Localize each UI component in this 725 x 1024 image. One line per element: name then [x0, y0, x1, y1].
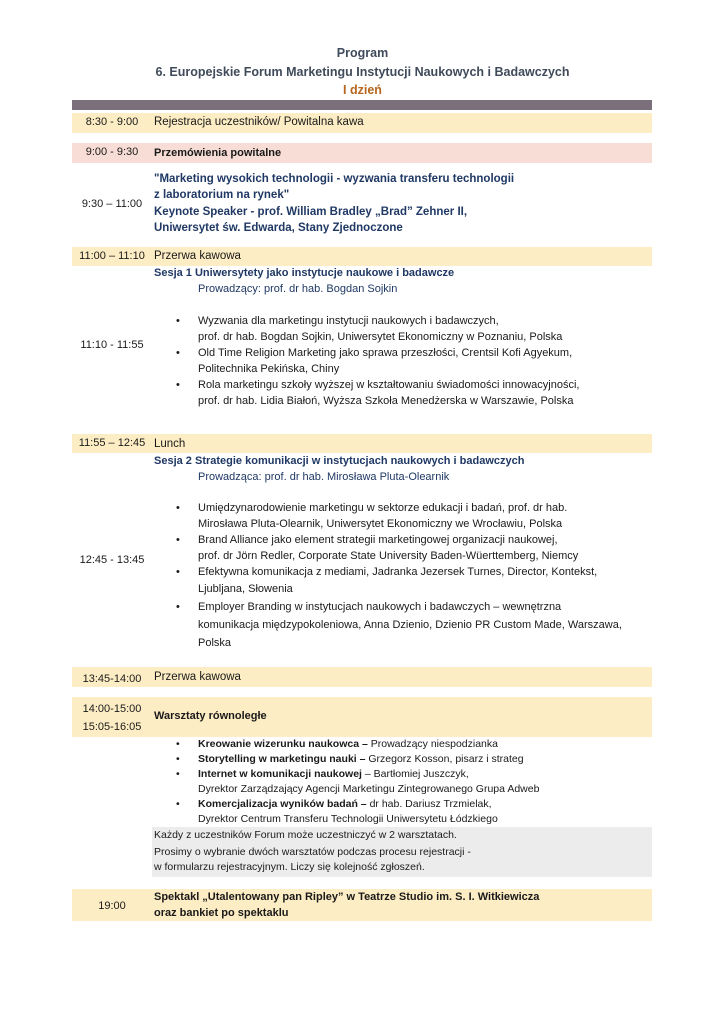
program-title: Program — [336, 46, 389, 60]
bullet-icon: • — [176, 315, 180, 327]
note-line: Każdy z uczestników Forum może uczestniczyć w 2 warsztatach. — [154, 829, 457, 841]
row-time: 11:55 – 12:45 — [78, 437, 146, 449]
list-item: prof. dr hab. Lidia Białoń, Wyższa Szkoła Menedżerska w Warszawie, Polska — [198, 395, 574, 407]
row-time: 14:00-15:00 — [82, 703, 142, 715]
bullet-icon: • — [176, 768, 180, 780]
note-line: w formularzu rejestracyjnym. Liczy się kolejność zgłoszeń. — [154, 861, 425, 873]
row-text: Przerwa kawowa — [154, 250, 241, 262]
list-item: komunikacja międzypokoleniowa, Anna Dzienio, Dzienio PR Custom Made, Warszawa, — [198, 619, 622, 631]
session-chair: Prowadząca: prof. dr hab. Mirosława Pluta-Olearnik — [198, 471, 450, 483]
row-time: 11:00 – 11:10 — [79, 250, 145, 262]
session-1-list — [176, 315, 580, 411]
bullet-icon: • — [176, 753, 180, 765]
bullet-icon: • — [176, 534, 180, 546]
list-item: Politechnika Pekińska, Chiny — [198, 363, 340, 375]
keynote-line: z laboratorium na rynek" — [154, 189, 290, 201]
list-item: Brand Alliance jako element strategii marketingowej organizacji naukowej, — [198, 534, 558, 546]
bullet-icon: • — [176, 798, 180, 810]
list-item: Rola marketingu szkoły wyższej w kształtowaniu świadomości innowacyjności, — [198, 379, 580, 391]
row-text: Spektakl „Utalentowany pan Ripley” w Teatrze Studio im. S. I. Witkiewicza — [154, 891, 540, 903]
row-time: 11:10 - 11:55 — [80, 339, 144, 351]
session-2-list — [176, 502, 622, 655]
workshop-host: Grzegorz Kosson, pisarz i strateg — [365, 753, 524, 765]
table-top-bar — [72, 100, 652, 110]
row-text: Przerwa kawowa — [154, 671, 241, 683]
workshop-host: – Bartłomiej Juszczyk, — [361, 768, 469, 780]
list-item: Employer Branding w instytucjach naukowych i badawczych – wewnętrzna — [198, 601, 562, 613]
workshop-host: dr hab. Dariusz Trzmielak, — [366, 798, 492, 810]
session-title: Sesja 2 Strategie komunikacji w instytucjach naukowych i badawczych — [154, 455, 525, 467]
workshop-host: Dyrektor Centrum Transferu Technologii Uniwersytetu Łódzkiego — [198, 813, 498, 825]
bullet-icon: • — [176, 379, 180, 391]
forum-title: 6. Europejskie Forum Marketingu Instytucji Naukowych i Badawczych — [155, 65, 570, 79]
list-item: Ljubljana, Słowenia — [198, 583, 293, 595]
day-title: I dzień — [343, 83, 382, 97]
row-text: oraz bankiet po spektaklu — [154, 907, 289, 919]
row-time: 8:30 - 9:00 — [85, 116, 139, 128]
row-time: 12:45 - 13:45 — [79, 554, 145, 566]
list-item: Efektywna komunikacja z mediami, Jadranka Jezersek Turnes, Director, Kontekst, — [198, 566, 598, 578]
session-title: Sesja 1 Uniwersytety jako instytucje naukowe i badawcze — [154, 267, 455, 279]
list-item: Mirosława Pluta-Olearnik, Uniwersytet Ekonomiczny we Wrocławiu, Polska — [198, 518, 563, 530]
list-item: Wyzwania dla marketingu instytucji naukowych i badawczych, — [198, 315, 499, 327]
bullet-icon: • — [176, 502, 180, 514]
workshop-host: Dyrektor Zarządzający Agencji Marketingu Zintegrowanego Grupa Adweb — [198, 783, 540, 795]
row-text: Warsztaty równoległe — [154, 710, 267, 722]
workshop-title: Kreowanie wizerunku naukowca – — [198, 738, 368, 750]
list-item: Old Time Religion Marketing jako sprawa przeszłości, Crentsil Kofi Agyekum, — [198, 347, 573, 359]
list-item: Polska — [198, 637, 232, 649]
bullet-icon: • — [176, 601, 180, 613]
row-time: 9:30 – 11:00 — [81, 198, 143, 210]
note-line: Prosimy o wybranie dwóch warsztatów podczas procesu rejestracji - — [154, 846, 471, 858]
bullet-icon: • — [176, 738, 180, 750]
session-chair: Prowadzący: prof. dr hab. Bogdan Sojkin — [198, 283, 398, 295]
keynote-affiliation: Uniwersytet św. Edwarda, Stany Zjednoczone — [154, 222, 403, 234]
workshop-list — [176, 738, 540, 828]
list-item: prof. dr hab. Bogdan Sojkin, Uniwersytet Ekonomiczny w Poznaniu, Polska — [198, 331, 563, 343]
row-text: Lunch — [154, 438, 186, 450]
bullet-icon: • — [176, 347, 180, 359]
workshop-host: Prowadzący niespodzianka — [367, 738, 498, 750]
workshop-title: Storytelling w marketingu nauki – — [198, 753, 366, 765]
row-text: Rejestracja uczestników/ Powitalna kawa — [154, 116, 364, 128]
row-time: 19:00 — [98, 900, 126, 912]
row-time: 13:45-14:00 — [82, 673, 142, 685]
row-time: 9:00 - 9:30 — [85, 146, 139, 158]
bullet-icon: • — [176, 566, 180, 578]
list-item: Umiędzynarodowienie marketingu w sektorze edukacji i badań, prof. dr hab. — [198, 502, 568, 514]
workshop-title: Internet w komunikacji naukowej — [198, 768, 362, 780]
keynote-line: "Marketing wysokich technologii - wyzwania transferu technologii — [154, 173, 515, 185]
row-time: 15:05-16:05 — [82, 721, 142, 733]
list-item: prof. dr Jörn Redler, Corporate State University Baden-Wüerttemberg, Niemcy — [198, 550, 579, 562]
keynote-speaker: Keynote Speaker - prof. William Bradley „Brad” Zehner II, — [154, 206, 468, 218]
row-text: Przemówienia powitalne — [154, 147, 282, 159]
workshop-title: Komercjalizacja wyników badań – — [198, 798, 367, 810]
